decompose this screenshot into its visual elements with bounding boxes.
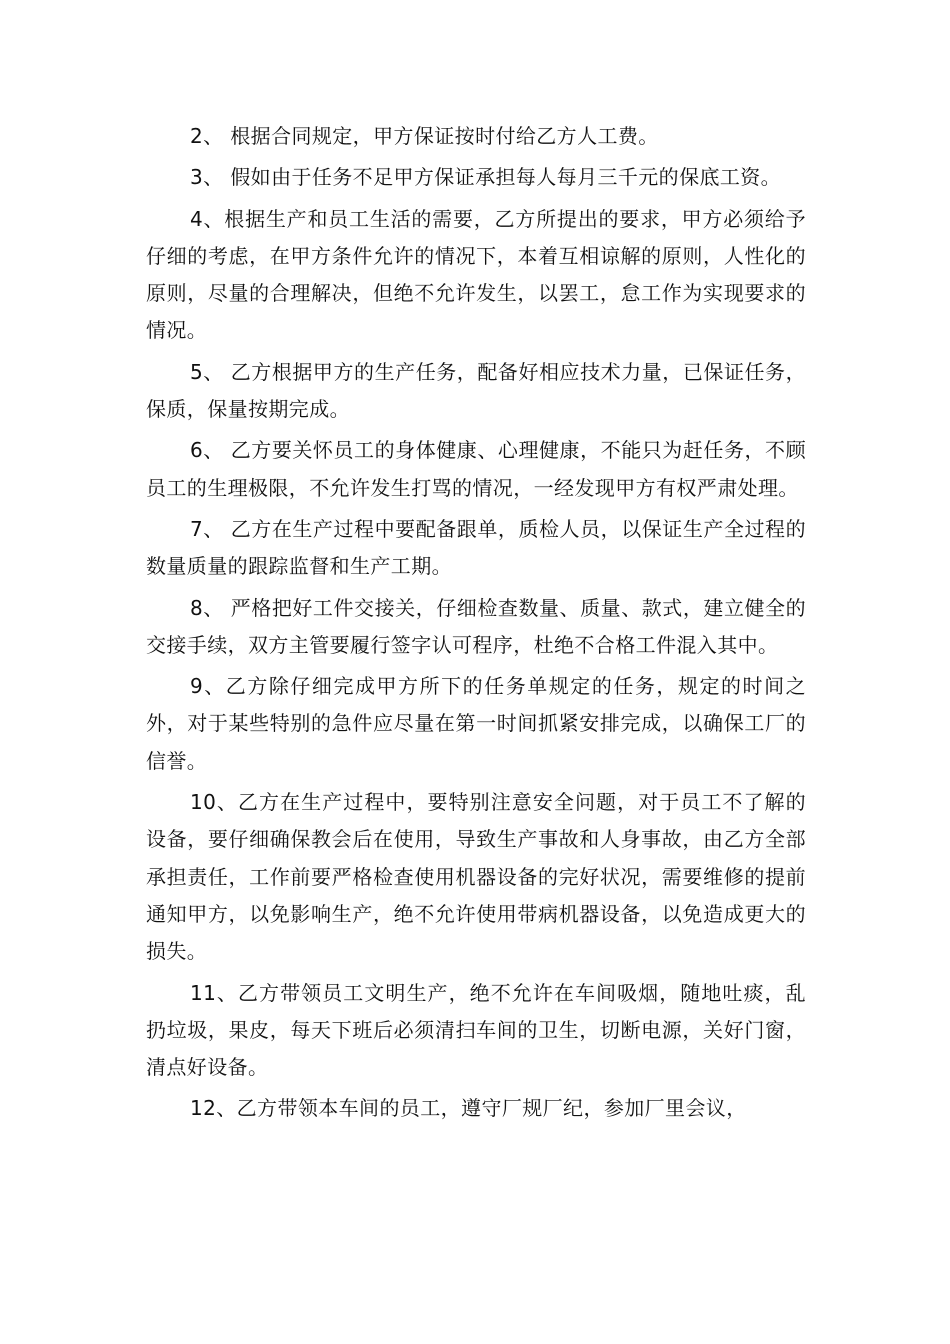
clause-11: 11、乙方带领员工文明生产，绝不允许在车间吸烟，随地吐痰，乱扔垃圾，果皮，每天下班后必须清扫车间的卫生，切断电源，关好门窗，清点好设备。 <box>146 980 806 1080</box>
clause-5: 5、 乙方根据甲方的生产任务，配备好相应技术力量，已保证任务，保质，保量按期完成。 <box>146 359 806 422</box>
clause-7: 7、 乙方在生产过程中要配备跟单，质检人员，以保证生产全过程的数量质量的跟踪监督和生产工期。 <box>146 516 806 579</box>
clause-4: 4、根据生产和员工生活的需要，乙方所提出的要求，甲方必须给予仔细的考虑，在甲方条件允许的情况下，本着互相谅解的原则，人性化的原则，尽量的合理解决，但绝不允许发生，以罢工，怠工作为实现要求的情况。 <box>146 206 806 343</box>
document-body <box>146 118 806 1132</box>
clause-10: 10、乙方在生产过程中，要特别注意安全问题，对于员工不了解的设备，要仔细确保教会后在使用，导致生产事故和人身事故，由乙方全部承担责任，工作前要严格检查使用机器设备的完好状况，需要维修的提前通知甲方，以免影响生产，绝不允许使用带病机器设备，以免造成更大的损失。 <box>146 790 806 964</box>
clause-12: 12、乙方带领本车间的员工，遵守厂规厂纪，参加厂里会议， <box>190 1096 747 1121</box>
clause-6: 6、 乙方要关怀员工的身体健康、心理健康，不能只为赶任务，不顾员工的生理极限，不允许发生打骂的情况，一经发现甲方有权严肃处理。 <box>146 438 806 500</box>
clause-3: 3、 假如由于任务不足甲方保证承担每人每月三千元的保底工资。 <box>190 165 782 190</box>
clause-8: 8、 严格把好工件交接关，仔细检查数量、质量、款式，建立健全的交接手续，双方主管要履行签字认可程序，杜绝不合格工件混入其中。 <box>146 595 806 657</box>
clause-9: 9、乙方除仔细完成甲方所下的任务单规定的任务，规定的时间之外，对于某些特别的急件应尽量在第一时间抓紧安排完成，以确保工厂的信誉。 <box>146 674 806 773</box>
clause-2: 2、 根据合同规定，甲方保证按时付给乙方人工费。 <box>190 124 659 148</box>
